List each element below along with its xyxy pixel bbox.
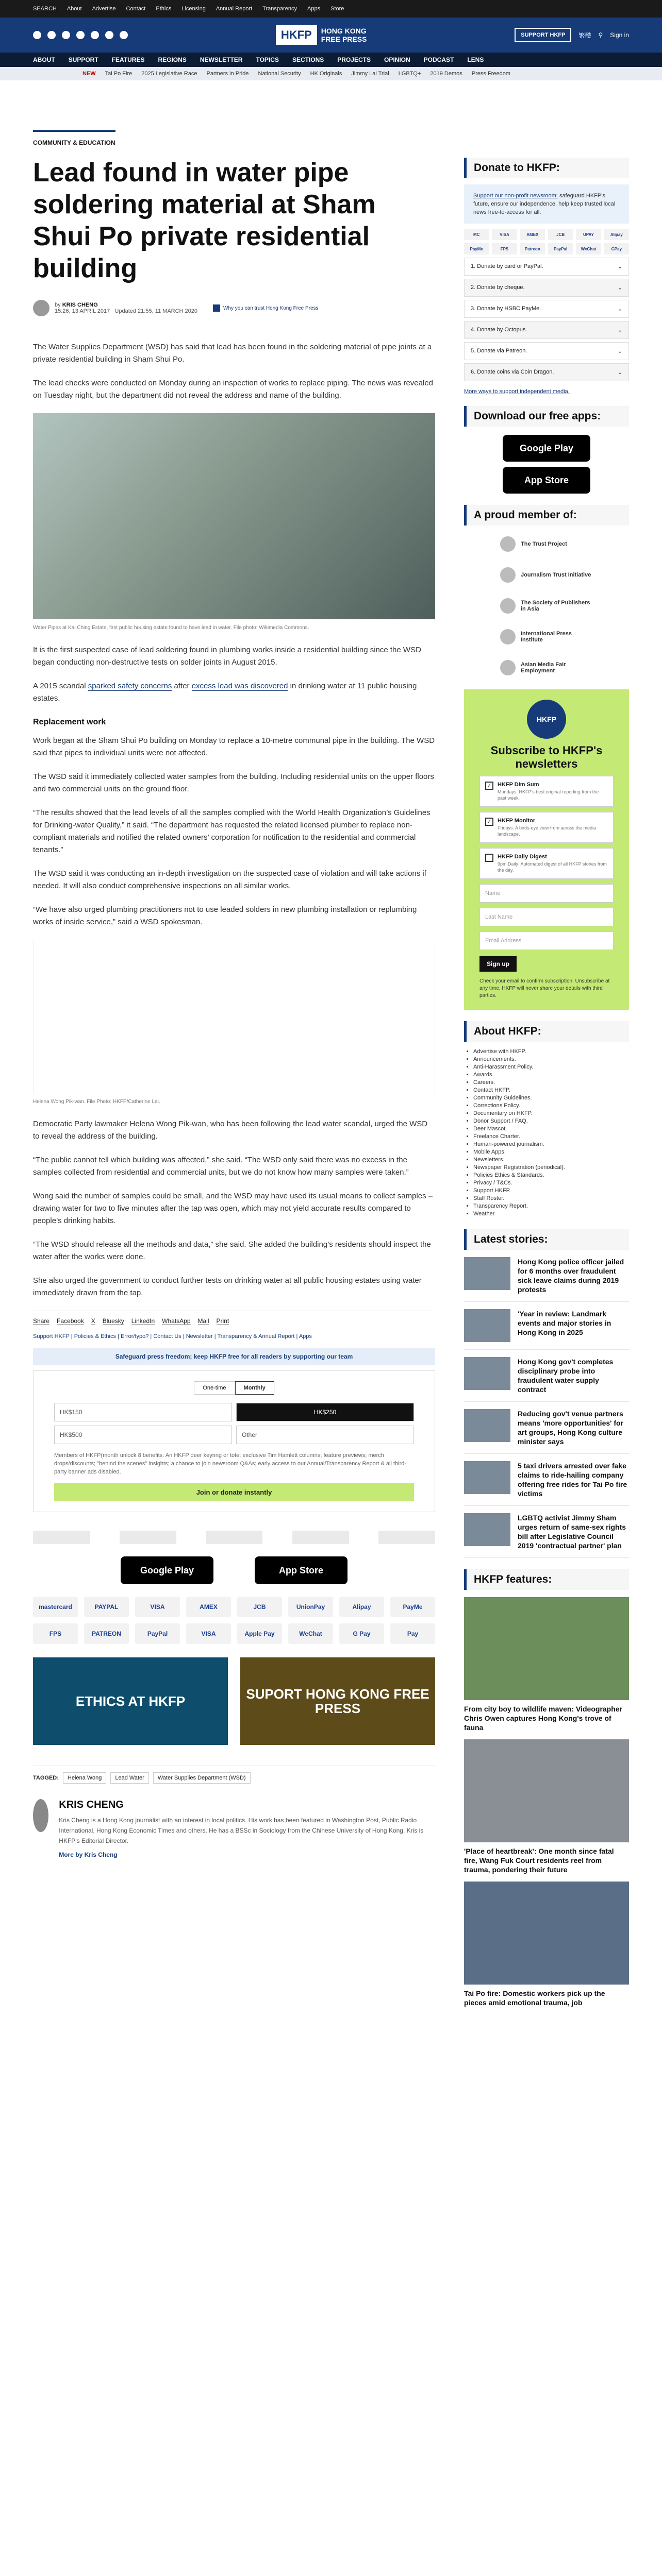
card-logo: Patreon (520, 243, 545, 255)
article-column (33, 80, 435, 2019)
card-logo: UPAY (576, 229, 601, 240)
donate-method[interactable]: 5. Donate via Patreon. ⌄ (464, 342, 629, 360)
google-play-button[interactable]: Google Play (503, 435, 590, 462)
tag[interactable]: Lead Water (110, 1772, 148, 1784)
payment-logo: G Pay (339, 1623, 384, 1644)
apps-link[interactable]: Apps (307, 6, 321, 12)
share-whatsapp[interactable]: WhatsApp (162, 1317, 191, 1325)
threads-icon[interactable] (105, 31, 113, 39)
section-heading: Replacement work (33, 718, 106, 726)
about-link[interactable]: • Mobile Apps. (473, 1148, 629, 1156)
facebook-icon[interactable] (33, 31, 41, 39)
share-print[interactable]: Print (216, 1317, 229, 1325)
newsletter-logo: HKFP (527, 700, 566, 739)
story-thumbnail (464, 1461, 510, 1494)
nav-opinion[interactable]: OPINION (384, 56, 410, 63)
feature-image[interactable] (464, 1882, 629, 1985)
main-nav (0, 53, 662, 67)
section-title: Donate to HKFP: (464, 158, 629, 178)
feature-title[interactable]: From city boy to wildlife maven: Videographer Chris Owen captures Hong Kong's trove of fauna (464, 1705, 623, 1732)
about-link[interactable]: • Privacy / T&Cs. (473, 1179, 629, 1187)
about-link[interactable]: • Human-powered journalism. (473, 1141, 629, 1148)
newsletter-signup (464, 689, 629, 1010)
checkbox[interactable]: ✓ (485, 818, 493, 826)
nav-projects[interactable]: PROJECTS (337, 56, 371, 63)
instagram-icon[interactable] (62, 31, 70, 39)
trending-link[interactable]: 2025 Legislative Race (141, 71, 197, 77)
chevron-down-icon: ⌄ (617, 369, 622, 376)
photo-caption: Helena Wong Pik-wan. File Photo: HKFP/Catherine Lai. (33, 1099, 160, 1105)
payment-logos (33, 1597, 435, 1644)
tags-row (33, 1766, 435, 1790)
trending-link[interactable]: National Security (258, 71, 301, 77)
about-link[interactable]: • Anti-Harassment Policy. (473, 1063, 629, 1071)
donate-banner[interactable]: Safeguard press freedom; keep HKFP free for all readers by supporting our team (33, 1348, 435, 1365)
trending-link[interactable]: HK Originals (310, 71, 342, 77)
author-bio: Kris Cheng is a Hong Kong journalist with an interest in local politics. His work has been featured in Washington Post, Public Radio International, Hong Kong Economic Times and others. He has a BSSc in Sociology from the Chinese University of Hong Kong. Kris is HKFP's Editorial Director. (59, 1817, 424, 1844)
masthead (0, 18, 662, 53)
transparency-link[interactable]: Transparency (262, 6, 297, 12)
org-logo-icon (500, 567, 516, 583)
site-logo[interactable] (276, 25, 367, 45)
amount-option[interactable]: HK$500 (54, 1426, 232, 1444)
trust-label: Why you can trust Hong Kong Free Press (223, 305, 319, 311)
byline (33, 300, 435, 316)
donate-link[interactable]: Support our non-profit newsroom: (473, 193, 558, 199)
category-label[interactable]: COMMUNITY & EDUCATION (33, 130, 115, 146)
donate-widget (33, 1370, 435, 1512)
nav-podcast[interactable]: PODCAST (423, 56, 454, 63)
store-link[interactable]: Store (330, 6, 344, 12)
paragraph: “The results showed that the lead levels of all the samples complied with the World Health Organization’s Guidelines for Drinking-water Quality,” it said. “The department has requested the related licensed plumber to replace non-compliant materials and notified the related owners’ corporation for notification to the residential and commercial tenants.” (33, 808, 431, 854)
trending-link[interactable]: Partners in Pride (206, 71, 249, 77)
nav-support[interactable]: SUPPORT (68, 56, 98, 63)
payment-logo: FPS (33, 1623, 78, 1644)
language-switch[interactable]: 繁體 (578, 31, 591, 39)
donate-method[interactable]: 4. Donate by Octopus. ⌄ (464, 321, 629, 339)
payment-logo: Alipay (339, 1597, 384, 1617)
trending-link[interactable]: 2019 Demos (430, 71, 462, 77)
feature-title[interactable]: Tai Po fire: Domestic workers pick up the pieces amid emotional trauma, job (464, 1989, 605, 2007)
amount-option[interactable]: HK$150 (54, 1403, 232, 1421)
bluesky-icon[interactable] (120, 31, 128, 39)
latest-stories (464, 1229, 629, 1558)
section-title: HKFP features: (464, 1569, 629, 1590)
donate-method[interactable]: 6. Donate coins via Coin Dragon. ⌄ (464, 363, 629, 381)
checkbox[interactable]: ✓ (485, 782, 493, 790)
about-section (464, 1021, 629, 1218)
nav-topics[interactable]: TOPICS (256, 56, 279, 63)
payment-logo: AMEX (186, 1597, 231, 1617)
last-name-field[interactable]: Last Name (479, 908, 614, 926)
org-logo-icon (500, 660, 516, 675)
payment-logo: WeChat (288, 1623, 333, 1644)
newsletter-note: Check your email to confirm subscription. Unsubscribe at any time. HKFP will never share your details with third parties. (479, 978, 610, 998)
about-link[interactable]: • Donor Support / FAQ. (473, 1117, 629, 1125)
ethics-video-promo[interactable]: ETHICS AT HKFP (33, 1657, 228, 1745)
org-logo-icon (500, 629, 516, 645)
advertise-link[interactable]: Advertise (92, 6, 116, 12)
partner-logo[interactable] (292, 1531, 349, 1544)
chevron-down-icon: ⌄ (617, 285, 622, 291)
donation-methods (464, 258, 629, 381)
story-item[interactable]: Reducing gov't venue partners means 'more opportunities' for art groups, Hong Kong culture minister says (464, 1402, 629, 1454)
trust-link[interactable] (213, 304, 319, 312)
author-link[interactable]: KRIS CHENG (62, 302, 98, 308)
about-link[interactable]: • Transparency Report. (473, 1202, 629, 1210)
card-logo: PayPal (548, 243, 573, 255)
about-link[interactable]: • Newsletters. (473, 1156, 629, 1164)
feature-title[interactable]: 'Place of heartbreak': One month since fatal fire, Wang Fuk Court residents reel from trauma, pondering their future (464, 1847, 614, 1874)
trending-link[interactable]: LGBTQ+ (398, 71, 421, 77)
linkedin-icon[interactable] (91, 31, 99, 39)
more-by-author-link[interactable]: More by Kris Cheng (59, 1851, 118, 1858)
licensing-link[interactable]: Licensing (181, 6, 206, 12)
about-link[interactable]: • Careers. (473, 1079, 629, 1087)
feature-image[interactable] (464, 1597, 629, 1700)
paragraph: “The public cannot tell which building was affected,” she said. “The WSD only said there was no excess in the samples collected from residential and commercial units, but we do not know how many samples were taken.” (33, 1156, 409, 1177)
org-logo-icon (500, 598, 516, 614)
paragraph: It is the first suspected case of lead soldering found in plumbing works inside a residential building since the WSD began conducting non-destructive tests on solder joints in August 2015. (33, 646, 421, 667)
section-title: A proud member of: (464, 505, 629, 526)
story-thumbnail (464, 1409, 510, 1442)
nav-newsletter[interactable]: NEWSLETTER (200, 56, 243, 63)
paragraph: Work began at the Sham Shui Po building on Monday to replace a 10-metre communal pipe in the building. The WSD said that pipes to individual units were not affected. (33, 736, 435, 757)
about-link[interactable]: • Support HKFP. (473, 1187, 629, 1195)
article-photo-helena-wong (33, 940, 435, 1094)
nav-regions[interactable]: REGIONS (158, 56, 187, 63)
member-org[interactable]: The Society of Publishers in Asia (500, 596, 593, 616)
app-buttons (33, 1556, 435, 1584)
card-logo: Alipay (604, 229, 629, 240)
paragraph: She also urged the government to conduct further tests on drinking water at all public housing estates using water immediately drawn from the tap. (33, 1276, 422, 1297)
photo-caption: Water Pipes at Kai Ching Estate, first public housing estate found to have lead in water. File photo: Wikimedia Commons. (33, 625, 309, 631)
paragraph: A 2015 scandal sparked safety concerns after excess lead was discovered in drinking water at 11 public housing estates. (33, 682, 417, 703)
payment-logo: mastercard (33, 1597, 78, 1617)
donate-method[interactable]: 1. Donate by card or PayPal. ⌄ (464, 258, 629, 276)
nav-features[interactable]: FEATURES (111, 56, 145, 63)
social-icons (33, 31, 128, 39)
ethics-link[interactable]: Ethics (156, 6, 172, 12)
trending-bar (0, 67, 662, 80)
tag[interactable]: Helena Wong (63, 1772, 106, 1784)
sidebar (464, 80, 629, 2019)
member-org[interactable]: Asian Media Fair Employment (500, 657, 593, 678)
story-item[interactable]: Hong Kong gov't completes disciplinary probe into fraudulent water supply contract (464, 1350, 629, 1402)
trust-icon (213, 304, 220, 312)
member-org[interactable]: Journalism Trust Initiative (500, 565, 593, 585)
author-photo (33, 1799, 48, 1832)
hkfp-features (464, 1569, 629, 2007)
contact-link[interactable]: Contact (126, 6, 146, 12)
amount-option-other[interactable]: Other (236, 1426, 414, 1444)
story-item[interactable]: 'Year in review: Landmark events and major stories in Hong Kong in 2025 (464, 1302, 629, 1350)
donate-method[interactable]: 2. Donate by cheque. ⌄ (464, 279, 629, 297)
top-utility-bar (0, 0, 662, 18)
nav-lens[interactable]: LENS (467, 56, 484, 63)
app-store-button[interactable]: App Store (503, 467, 590, 494)
card-logo: JCB (548, 229, 573, 240)
signin-link[interactable]: Sign in (610, 31, 629, 39)
member-org[interactable]: The Trust Project (500, 534, 593, 554)
support-hkfp-button[interactable]: SUPPORT HKFP (515, 28, 571, 42)
trending-link[interactable]: Jimmy Lai Trial (351, 71, 389, 77)
logo-name-line1: HONG KONG (321, 27, 367, 35)
share-linkedin[interactable]: LinkedIn (131, 1317, 155, 1325)
card-logo: FPS (492, 243, 517, 255)
author-box (33, 1799, 435, 1858)
story-thumbnail (464, 1257, 510, 1290)
partner-logo[interactable] (120, 1531, 176, 1544)
partner-logos (33, 1531, 435, 1544)
newsletter-option[interactable]: ✓ HKFP Dim Sum Mondays: HKFP's best original reporting from the past week. (479, 776, 614, 807)
about-link[interactable]: • Deer Mascot. (473, 1125, 629, 1133)
card-logo: WeChat (576, 243, 601, 255)
paragraph: “We have also urged plumbing practitioners not to use leaded solders in new plumbing installation or replumbing works of inside service,” said a WSD spokesman. (33, 905, 417, 926)
search-icon[interactable]: ⚲ (598, 31, 603, 39)
by-label: by (55, 302, 61, 308)
payment-logo: JCB (237, 1597, 282, 1617)
inline-link[interactable]: sparked safety concerns (88, 682, 172, 690)
payment-logo: PayPal (135, 1623, 180, 1644)
article-body (33, 341, 435, 1299)
payment-logo: Pay (390, 1623, 435, 1644)
about-link[interactable]: • Awards. (473, 1071, 629, 1079)
donate-text: safeguard HKFP's future, ensure our independence, help keep trusted local news free-to-access for all. (473, 193, 616, 215)
partner-logo[interactable] (378, 1531, 435, 1544)
member-benefits: Members of HKFP(month unlock 8 benefits: An HKFP deer keyring or tote; exclusive Tim Hamlett columns; feature previews; merch drops/discounts; "behind the scenes" insights; a chance to join newsroom Q&As; early access to our Annual/Transparency Report & all third-party banner ads disabled. (54, 1452, 407, 1475)
about-link[interactable]: • Documentary on HKFP. (473, 1110, 629, 1117)
youtube-icon[interactable] (76, 31, 85, 39)
org-logo-icon (500, 536, 516, 552)
about-link[interactable]: About (67, 6, 82, 12)
member-section (464, 505, 629, 678)
apps-section (464, 406, 629, 494)
card-logo: VISA (492, 229, 517, 240)
trending-link[interactable]: Tai Po Fire (105, 71, 133, 77)
x-icon[interactable] (47, 31, 56, 39)
logo-name-line2: FREE PRESS (321, 35, 367, 43)
about-link[interactable]: • Community Guidelines. (473, 1094, 629, 1102)
about-link[interactable]: • Newspaper Registration (periodical). (473, 1164, 629, 1172)
story-thumbnail (464, 1357, 510, 1390)
tags-label: TAGGED: (33, 1775, 59, 1781)
section-title: Latest stories: (464, 1229, 629, 1250)
about-link[interactable]: • Contact HKFP. (473, 1087, 629, 1094)
chevron-down-icon: ⌄ (617, 264, 622, 270)
trending-link[interactable]: Press Freedom (471, 71, 510, 77)
first-name-field[interactable]: Name (479, 884, 614, 903)
card-logo: PayMe (464, 243, 489, 255)
member-org[interactable]: International Press Institute (500, 626, 593, 647)
paragraph: Wong said the number of samples could be small, and the WSD may have used its usual means to collect samples – drawing water for two to five minutes after the tap was open, which may not yield accurate results compared to people’s drinking habits. (33, 1192, 433, 1225)
paragraph: The WSD said it immediately collected water samples from the building. Including residential units on the upper floors and two commercial units on the ground floor. (33, 772, 434, 793)
tag[interactable]: Water Supplies Department (WSD) (153, 1772, 251, 1784)
nav-sections[interactable]: SECTIONS (292, 56, 324, 63)
chevron-down-icon: ⌄ (617, 327, 622, 333)
paragraph: Democratic Party lawmaker Helena Wong Pik-wan, who has been following the lead water scandal, urged the WSD to reveal the address of the building. (33, 1120, 428, 1141)
article-title: Lead found in water pipe soldering material at Sham Shui Po private residential building (33, 158, 376, 283)
payment-logo: VISA (135, 1597, 180, 1617)
about-link[interactable]: • Staff Roster. (473, 1195, 629, 1202)
checkbox[interactable] (485, 854, 493, 862)
payment-logo: PATREON (84, 1623, 129, 1644)
support-links[interactable]: Support HKFP | Policies & Ethics | Error/typo? | Contact Us | Newsletter | Transparency & Annual Report | Apps (33, 1333, 312, 1340)
payment-logo: PayMe (390, 1597, 435, 1617)
section-title: Download our free apps: (464, 406, 629, 427)
author-avatar (33, 300, 49, 316)
paragraph: “The WSD should release all the methods and data,” she said. She added the building’s residents should inspect the water after the works were done. (33, 1240, 431, 1261)
about-link[interactable]: • Weather. (473, 1210, 629, 1218)
inline-link[interactable]: excess lead was discovered (191, 682, 288, 690)
chevron-down-icon: ⌄ (617, 306, 622, 312)
story-item[interactable]: Hong Kong police officer jailed for 6 months over fraudulent sick leave claims during 2019 protests (464, 1250, 629, 1302)
updated-date: Updated 21:55, 11 MARCH 2020 (114, 308, 198, 314)
newsletter-option[interactable]: HKFP Daily Digest 9pm Daily: Automated digest of all HKFP stories from the day. (479, 848, 614, 879)
share-facebook[interactable]: Facebook (57, 1317, 84, 1325)
chevron-down-icon: ⌄ (617, 348, 622, 354)
payment-logo: VISA (186, 1623, 231, 1644)
card-logos (464, 229, 629, 255)
paragraph: The WSD said it was conducting an in-depth investigation on the suspected case of violation and will take actions if needed. It will also conduct comprehensive inspections on all similar works. (33, 869, 426, 890)
donate-section (464, 158, 629, 395)
partner-logo[interactable] (206, 1531, 262, 1544)
about-link[interactable]: • Announcements. (473, 1056, 629, 1063)
story-thumbnail (464, 1513, 510, 1546)
newsletter-option[interactable]: ✓ HKFP Monitor Fridays: A birds-eye view from across the media landscape. (479, 812, 614, 843)
annual-report-link[interactable]: Annual Report (216, 6, 253, 12)
story-thumbnail (464, 1309, 510, 1342)
card-logo: GPay (604, 243, 629, 255)
share-bluesky[interactable]: Bluesky (102, 1317, 124, 1325)
payment-logo: Apple Pay (237, 1623, 282, 1644)
about-link[interactable]: • Freelance Charter. (473, 1133, 629, 1141)
paragraph: The Water Supplies Department (WSD) has said that lead has been found in the soldering material of pipe joints at a private residential building in Sham Shui Po. (33, 343, 432, 364)
about-link[interactable]: • Advertise with HKFP. (473, 1048, 629, 1056)
nav-about[interactable]: ABOUT (33, 56, 55, 63)
amount-option-selected[interactable]: HK$250 (236, 1403, 414, 1421)
card-logo: MC (464, 229, 489, 240)
story-item[interactable]: LGBTQ activist Jimmy Sham urges return of same-sex rights bill after Legislative Council 2019 'contractual partner' plan (464, 1506, 629, 1558)
payment-logo: UnionPay (288, 1597, 333, 1617)
search-link[interactable]: SEARCH (33, 6, 57, 12)
join-donate-button[interactable]: Join or donate instantly (54, 1483, 414, 1501)
share-label[interactable]: Share (33, 1317, 50, 1325)
one-time-toggle[interactable]: One-time (194, 1381, 235, 1395)
share-x[interactable]: X (91, 1317, 95, 1325)
email-field[interactable]: Email Address (479, 931, 614, 950)
story-item[interactable]: 5 taxi drivers arrested over fake claims to ride-hailing company offering free rides for Tai Po fire victims (464, 1454, 629, 1506)
new-badge: NEW (82, 71, 96, 77)
payment-logo: PAYPAL (84, 1597, 129, 1617)
about-link[interactable]: • Corrections Policy. (473, 1102, 629, 1110)
publish-date: 15:26, 13 APRIL 2017 (55, 308, 110, 314)
support-video-promo[interactable]: SUPORT HONG KONG FREE PRESS (240, 1657, 435, 1745)
more-ways-link[interactable]: More ways to support independent media. (464, 388, 570, 395)
section-title: About HKFP: (464, 1021, 629, 1042)
article-photo-water-pipes (33, 413, 435, 619)
feature-image[interactable] (464, 1739, 629, 1842)
newsletter-title: Subscribe to HKFP's newsletters (490, 744, 603, 770)
share-mail[interactable]: Mail (197, 1317, 209, 1325)
author-name[interactable]: KRIS CHENG (59, 1799, 124, 1810)
share-bar (33, 1311, 435, 1325)
donate-method[interactable]: 3. Donate by HSBC PayMe. ⌄ (464, 300, 629, 318)
monthly-toggle[interactable]: Monthly (235, 1381, 274, 1395)
signup-button[interactable]: Sign up (479, 956, 517, 972)
about-link[interactable]: • Policies Ethics & Standards. (473, 1172, 629, 1179)
logo-mark: HKFP (276, 25, 317, 45)
google-play-button[interactable]: Google Play (121, 1556, 213, 1584)
card-logo: AMEX (520, 229, 545, 240)
partner-logo[interactable] (33, 1531, 90, 1544)
paragraph: The lead checks were conducted on Monday during an inspection of works to replace piping. The news was revealed on Tuesday night, but the department did not reveal the address and name of the building. (33, 379, 434, 400)
app-store-button[interactable]: App Store (255, 1556, 347, 1584)
